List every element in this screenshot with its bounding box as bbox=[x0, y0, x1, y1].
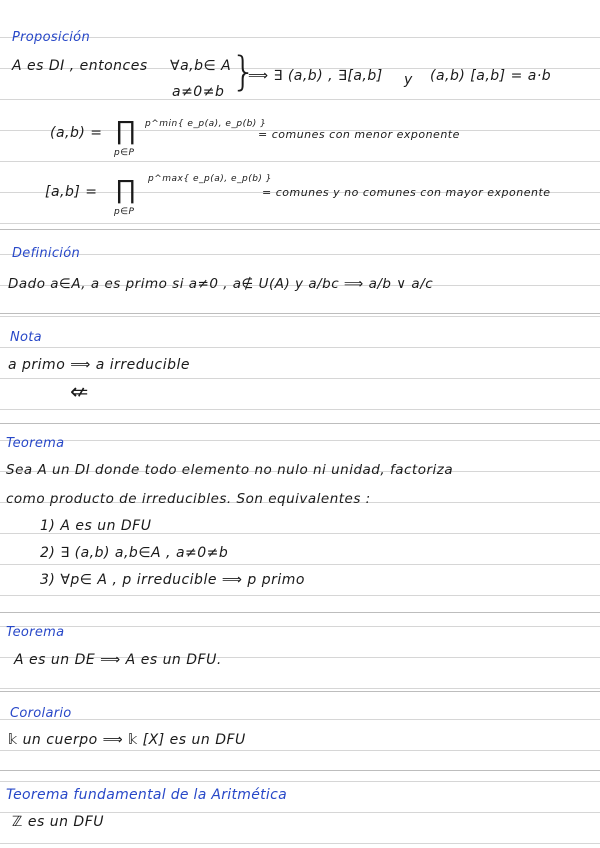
gcd-exponent: p^min{ e_p(a), e_p(b) } bbox=[145, 119, 267, 129]
teorema-line: como producto de irreducibles. Son equivalentes : bbox=[6, 491, 371, 507]
nota-text: a primo ⟹ a irreducible bbox=[8, 357, 191, 373]
proposicion-line1: A es DI , entonces bbox=[12, 58, 148, 74]
section-divider bbox=[0, 229, 600, 230]
proposicion-y: y bbox=[404, 72, 413, 88]
teorema-heading: Teorema bbox=[6, 436, 65, 451]
section-divider bbox=[0, 313, 600, 314]
teorema-fundamental-text: ℤ es un DFU bbox=[12, 814, 105, 830]
corolario-heading: Corolario bbox=[10, 706, 72, 721]
lcm-description: = comunes y no comunes con mayor exponente bbox=[262, 186, 551, 199]
definicion-heading: Definición bbox=[12, 246, 80, 261]
teorema-item: 1) A es un DFU bbox=[40, 518, 152, 534]
nota-reverse-implication: ⇍ bbox=[70, 380, 89, 405]
teorema-text: A es un DE ⟹ A es un DFU. bbox=[14, 652, 222, 668]
lcm-lhs: [a,b] = bbox=[45, 184, 98, 200]
gcd-lhs: (a,b) = bbox=[50, 125, 103, 141]
section-divider bbox=[0, 612, 600, 613]
nota-heading: Nota bbox=[10, 330, 42, 345]
corolario-text: 𝕜 un cuerpo ⟹ 𝕜 [X] es un DFU bbox=[8, 732, 246, 748]
teorema-item: 2) ∃ (a,b) a,b∈A , a≠0≠b bbox=[40, 545, 229, 561]
gcd-subscript: p∈P bbox=[114, 148, 135, 158]
proposicion-condition-nonzero: a≠0≠b bbox=[172, 84, 225, 100]
proposicion-heading: Proposición bbox=[12, 30, 90, 45]
definicion-text: Dado a∈A, a es primo si a≠0 , a∉ U(A) y a/bc ⟹ a/b ∨ a/c bbox=[8, 276, 434, 292]
teorema-heading: Teorema bbox=[6, 625, 65, 640]
proposicion-condition-forall: ∀a,b∈ A bbox=[170, 58, 232, 74]
teorema-line: Sea A un DI donde todo elemento no nulo ni unidad, factoriza bbox=[6, 462, 454, 478]
section-divider bbox=[0, 691, 600, 692]
section-divider bbox=[0, 423, 600, 424]
section-divider bbox=[0, 770, 600, 771]
product-symbol: ∏ bbox=[115, 175, 137, 205]
lcm-subscript: p∈P bbox=[114, 207, 135, 217]
lcm-exponent: p^max{ e_p(a), e_p(b) } bbox=[148, 174, 273, 184]
product-symbol: ∏ bbox=[115, 116, 137, 146]
proposicion-result: ⟹ ∃ (a,b) , ∃[a,b] bbox=[248, 68, 383, 84]
brace-symbol: } bbox=[231, 49, 257, 95]
teorema-fundamental-heading: Teorema fundamental de la Aritmética bbox=[6, 787, 287, 803]
gcd-description: = comunes con menor exponente bbox=[258, 128, 460, 141]
proposicion-identity: (a,b) [a,b] = a·b bbox=[430, 68, 552, 84]
teorema-item: 3) ∀p∈ A , p irreducible ⟹ p primo bbox=[40, 572, 305, 588]
